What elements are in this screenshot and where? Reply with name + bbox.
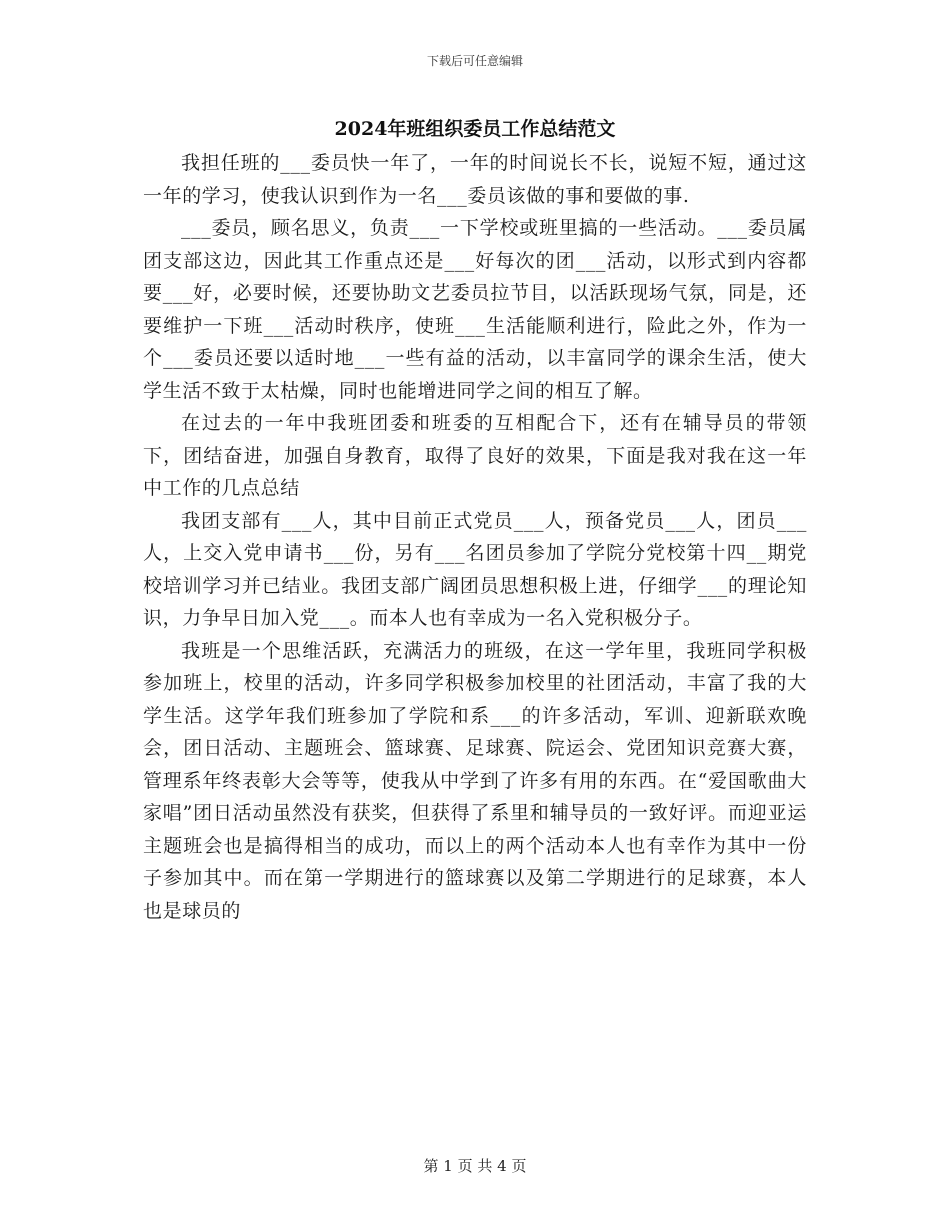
paragraph-2: ___委员，顾名思义，负责___一下学校或班里搞的一些活动。___委员属团支部这边，因此其工作重点还是___好每次的团___活动，以形式到内容都要___好，必要时候，还要协助文艺委员拉节目，以活跃现场气氛，同是，还要维护一下班___活动时秩序，使班___生活能顺利进行，险此之外，作为一个___委员还要以适时地___一些有益的活动，以丰富同学的课余生活，使大学生活不致于太枯燥，同时也能增进同学之间的相互了解。 bbox=[143, 217, 807, 402]
page-header-note: 下载后可任意编辑 bbox=[426, 54, 523, 68]
paragraph-1: 我担任班的___委员快一年了，一年的时间说长不长，说短不短，通过这一年的学习，使我认识到作为一名___委员该做的事和要做的事. bbox=[143, 152, 807, 207]
document-body bbox=[143, 147, 807, 927]
page-number: 第 1 页 共 4 页 bbox=[423, 1157, 527, 1175]
paragraph-3: 在过去的一年中我班团委和班委的互相配合下，还有在辅导员的带领下，团结奋进，加强自身教育，取得了良好的效果，下面是我对我在这一年中工作的几点总结 bbox=[143, 412, 807, 499]
paragraph-4: 我团支部有___人，其中目前正式党员___人，预备党员___人，团员___人，上交入党申请书___份，另有___名团员参加了学院分党校第十四__期党校培训学习并已结业。我团支部广阔团员思想积极上进，仔细学___的理论知识，力争早日加入党___。而本人也有幸成为一名入党积极分子。 bbox=[143, 509, 807, 629]
paragraph-5: 我班是一个思维活跃，充满活力的班级，在这一学年里，我班同学积极参加班上，校里的活动，许多同学积极参加校里的社团活动，丰富了我的大学生活。这学年我们班参加了学院和系___的许多活动，军训、迎新联欢晚会，团日活动、主题班会、篮球赛、足球赛、院运会、党团知识竞赛大赛，管理系年终表彰大会等等，使我从中学到了许多有用的东西。在“爱国歌曲大家唱”团日活动虽然没有获奖，但获得了系里和辅导员的一致好评。而迎亚运主题班会也是搞得相当的成功，而以上的两个活动本人也有幸作为其中一份子参加其中。而在第一学期进行的篮球赛以及第二学期进行的足球赛，本人也是球员的 bbox=[143, 639, 807, 922]
document-title: 2024年班组织委员工作总结范文 bbox=[334, 118, 616, 140]
